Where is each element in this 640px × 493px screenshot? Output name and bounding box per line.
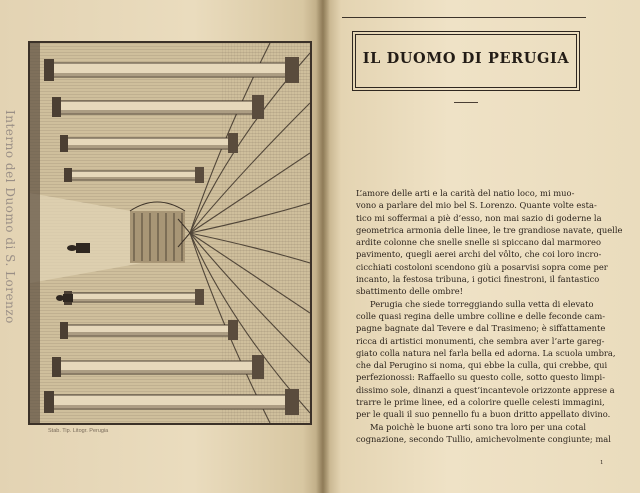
text-line: per le quali il suo pennello fu a buon dritto appellato divino. — [356, 409, 611, 420]
text-line: giato colla natura nel farla bella ed adorna. La scuola umbra, — [356, 347, 616, 358]
text-line: cicchiati costoloni scendono giù a posarvisi sopra come per — [356, 261, 608, 272]
paragraph-3 — [356, 421, 611, 446]
title-separator — [454, 102, 478, 103]
engraver-credit: Stab. Tip. Litogr. Perugia — [48, 428, 109, 434]
caption-text: Interno del Duomo di S. Lorenzo — [3, 110, 17, 324]
paragraph-1 — [356, 187, 623, 298]
text-line: sbattimento delle ombre! — [356, 286, 463, 297]
altar-detail — [130, 202, 190, 263]
page-number: 1 — [600, 460, 604, 466]
text-line: Perugia che siede torreggiando sulla vetta di elevato — [370, 298, 594, 309]
text-line: geometrica armonia delle linee, le tre grandiose navate, quelle — [356, 224, 623, 235]
text-line: L’amore delle arti e la carità del natio loco, mi muo- — [356, 188, 575, 198]
header-rule — [342, 17, 586, 18]
body-text — [356, 187, 623, 445]
chapter-title: IL DUOMO DI PERUGIA — [362, 50, 570, 67]
text-line: Ma poichè le buone arti sono tra loro per una cotal — [370, 421, 587, 432]
text-line: che dal Perugino si noma, qui ebbe la culla, qui crebbe, qui — [356, 360, 608, 371]
text-line: pagne bagnate dal Tevere e dal Trasimeno; è siffattamente — [356, 323, 606, 334]
text-line: ricca di artistici monumenti, che sembra aver l’arte gareg- — [356, 335, 605, 346]
text-line: trarre le prime linee, ed a colorire quelle celesti immagini, — [356, 397, 605, 408]
text-line: incanto, la festosa tribuna, i gotici finestroni, il fantastico — [356, 274, 600, 285]
text-line: colle quasi regina delle umbre colline e delle feconde cam- — [356, 310, 606, 321]
engraving-illustration — [30, 43, 310, 423]
cathedral-engraving — [28, 41, 312, 425]
paragraph-2 — [356, 298, 616, 421]
book-gutter — [316, 0, 330, 493]
text-line: dissimo sole, dinanzi a quest’incantevole orizzonte apprese a — [356, 384, 615, 395]
text-line: vono a parlare del mio bel S. Lorenzo. Quante volte esta- — [356, 200, 597, 211]
text-line: pavimento, quegli aerei archi del vôlto, che coi loro incro- — [356, 249, 602, 260]
text-line: perfezionossi: Raffaello su questo colle, sotto questo limpi- — [356, 372, 606, 383]
text-line: ardite colonne che snelle snelle si spiccano dal marmoreo — [356, 237, 601, 248]
vertical-caption — [0, 110, 20, 440]
text-line: cognazione, secondo Tullio, amichevolmente congiunte; mal — [356, 433, 611, 444]
text-line: tico mi soffermai a piè d’esso, non mai sazio di goderne la — [356, 212, 602, 223]
